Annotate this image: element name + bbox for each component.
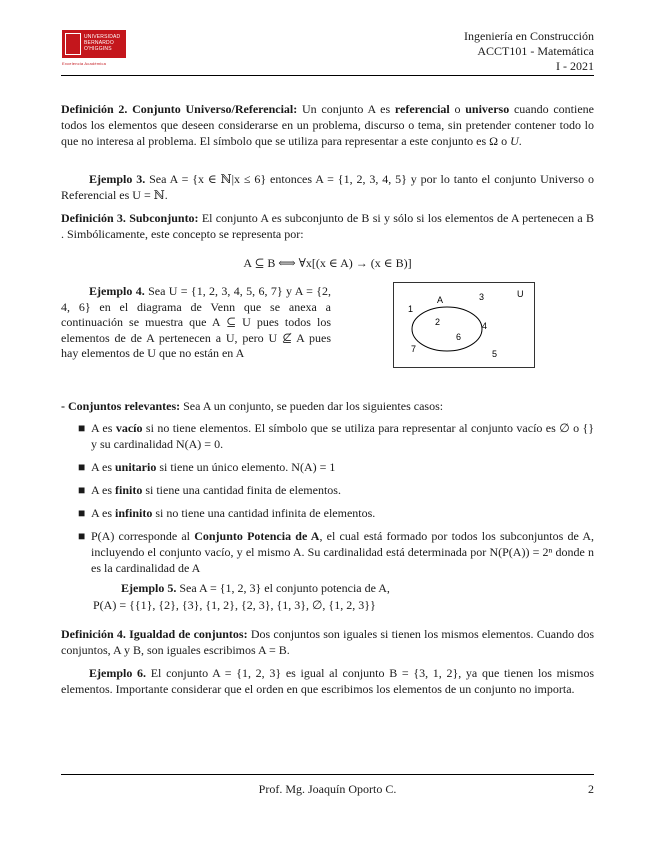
relevant-sets-list [61,420,594,583]
header-rule [61,75,594,76]
bullet-icon: ■ [78,483,86,497]
venn-universe-label: U [517,289,524,299]
definition-3-title: Definición 3. Subconjunto: [61,211,199,225]
example-6-label: Ejemplo 6. [89,666,147,680]
venn-element: 7 [411,344,417,354]
relevant-sets-intro: - Conjuntos relevantes: Sea A un conjunto, se pueden dar los siguientes casos: [61,399,444,413]
example-3: Ejemplo 3. Sea A = {x ∈ ℕ|x ≤ 6} entonces A = {1, 2, 3, 4, 5} y por lo tanto el conjunto Universo o Referencial es U = ℕ. [61,172,594,202]
relevant-sets-title: - Conjuntos relevantes: [61,399,181,413]
definition-2: Definición 2. Conjunto Universo/Referencial: Un conjunto A es referencial o universo cuando contiene todos los elementos que deseen considerarse en un problema, discurso o tema, sin pretender contener todo lo que no interesa al problema. El símbolo que se utiliza para representar a este conjunto es Ω o U. [61,102,594,148]
list-item: ■ A es finito si tiene una cantidad finita de elementos. [78,483,341,497]
example-4-label: Ejemplo 4. [89,284,145,298]
venn-element: 2 [435,317,441,327]
bullet-icon: ■ [78,506,86,520]
bullet-icon: ■ [78,529,86,543]
venn-set-label: A [437,295,444,305]
bullet-icon: ■ [78,421,86,435]
footer-rule [61,774,594,775]
university-logo [62,30,126,66]
list-item: ■ A es infinito si no tiene una cantidad infinita de elementos. [78,506,376,520]
definition-4: Definición 4. Igualdad de conjuntos: Dos conjuntos son iguales si tienen los mismos elementos. Cuando dos conjuntos, A y B, son iguales escribimos A = B. [61,627,595,657]
venn-diagram [393,282,535,368]
subset-formula: A ⊆ B ⟺ ∀x[(x ∈ A) → (x ∈ B)] [243,256,412,270]
bullet-icon: ■ [78,460,86,474]
logo-emblem-icon [65,33,81,55]
header-term: I - 2021 [556,59,594,73]
logo-text: UNIVERSIDAD BERNARDO O'HIGGINS [84,34,121,52]
set-a-ellipse [412,307,482,351]
venn-element: 5 [492,349,498,359]
header-info [464,29,594,74]
universe-rectangle [394,283,535,368]
list-item: ■ P(A) corresponde al Conjunto Potencia de A, el cual está formado por todos los subconjuntos de A, incluyendo el conjunto vacío, y el mismo A. Su cardinalidad está determinada por N(P(A)) = 2ⁿ donde n es la cardinalidad de A [78,529,595,575]
header-career: Ingeniería en Construcción [464,29,594,43]
example-6: Ejemplo 6. El conjunto A = {1, 2, 3} es igual al conjunto B = {3, 1, 2}, ya que tienen los mismos elementos. Importante considerar que el orden en que escribimos los elementos de un conjunto no importa. [61,666,594,696]
power-set-formula: P(A) = {{1}, {2}, {3}, {1, 2}, {2, 3}, {1, 3}, ∅, {1, 2, 3}} [93,598,376,612]
logo-subtitle: Excelencia Académica [62,61,107,66]
venn-element: 6 [456,332,462,342]
example-4: Ejemplo 4. Sea U = {1, 2, 3, 4, 5, 6, 7} y A = {2, 4, 6} en el diagrama de Venn que se anexa a continuación se muestra que A ⊆ U pues todos los elementos de de A pertenecen a U, pero U ⊈ A pues hay elementos de U que no están en A [61,284,331,360]
definition-2-title: Definición 2. Conjunto Universo/Referencial: [61,102,298,116]
list-item: ■ A es vacío si no tiene elementos. El símbolo que se utiliza para representar al conjunto vacío es ∅ o {} y su cardinalidad N(A) = 0. [78,421,595,451]
list-item: ■ A es unitario si tiene un único elemento. N(A) = 1 [78,460,336,474]
venn-element: 3 [479,292,485,302]
example-3-label: Ejemplo 3. [89,172,146,186]
venn-element: 4 [482,321,488,331]
example-5: Ejemplo 5. Sea A = {1, 2, 3} el conjunto potencia de A, [121,581,390,595]
definition-3: Definición 3. Subconjunto: El conjunto A es subconjunto de B si y sólo si los elementos de A pertenecen a B . Simbólicamente, este concepto se representa por: [61,211,594,241]
definition-4-title: Definición 4. Igualdad de conjuntos: [61,627,248,641]
logo-box [62,30,126,58]
page-number: 2 [588,782,594,796]
venn-element: 1 [408,304,414,314]
footer-author: Prof. Mg. Joaquín Oporto C. [258,782,397,796]
header-course: ACCT101 - Matemática [477,44,594,58]
example-5-label: Ejemplo 5. [121,581,177,595]
